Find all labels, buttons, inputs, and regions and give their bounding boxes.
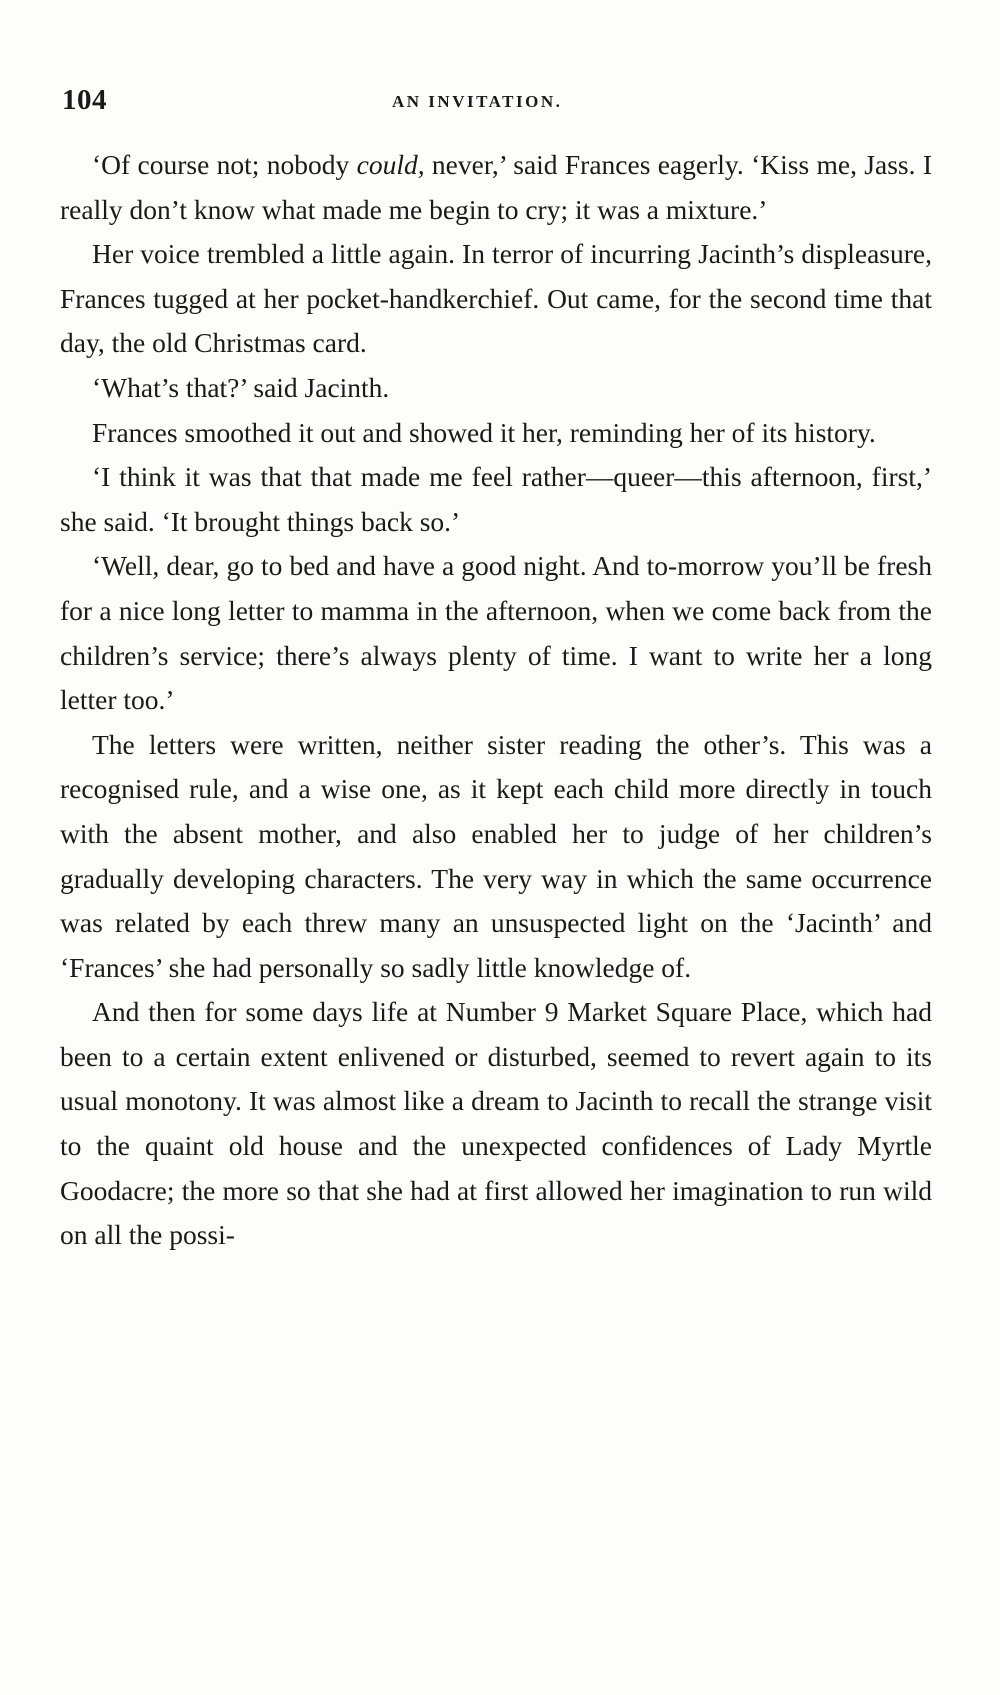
paragraph-3: ‘What’s that?’ said Jacinth. [92, 371, 390, 403]
paragraph-8: And then for some days life at Number 9 Market Square Place, which had been to a certain extent enlivened or disturbed, seemed to revert again to its usual monotony. It was almost like a dream to Jacinth to recall the strange visit to the quaint old house and the unexpected confidences of Lady Myrtle Goodacre; the more so that she had at first allowed her imagination to run wild on all the possi- [60, 996, 932, 1251]
paragraph-1 [60, 143, 932, 232]
running-title: AN INVITATION. [392, 92, 563, 111]
paragraph-6: ‘Well, dear, go to bed and have a good night. And to-morrow you’ll be fresh for a nice long letter to mamma in the afternoon, when we come back from the children’s service; there’s always plenty of time. I want to write her a long letter too.’ [60, 550, 932, 716]
paragraph-1-pre: ‘Of course not; nobody [92, 149, 357, 180]
paragraph-5: ‘I think it was that that made me feel rather—queer—this afternoon, first,’ she said. ‘It brought things back so.’ [60, 461, 932, 537]
paragraph-2: Her voice trembled a little again. In terror of incurring Jacinth’s displeasure, Frances tugged at her pocket-handkerchief. Out came, for the second time that day, the old Christmas card. [60, 238, 932, 359]
page-number: 104 [62, 84, 107, 116]
paragraph-4: Frances smoothed it out and showed it her, reminding her of its history. [92, 416, 876, 448]
paragraph-1-emphasis: could, [356, 149, 425, 180]
page-header [62, 80, 932, 130]
body-text [60, 143, 932, 1258]
paragraph-1-post: never,’ said Frances eagerly. ‘Kiss me, Jass. I really don’t know what made me begin to cry; it was a mixture.’ [60, 149, 932, 225]
paragraph-7: The letters were written, neither sister reading the other’s. This was a recognised rule, and a wise one, as it kept each child more directly in touch with the absent mother, and also enabled her to judge of her children’s gradually developing characters. The very way in which the same occurrence was related by each threw many an unsuspected light on the ‘Jacinth’ and ‘Frances’ she had personally so sadly little knowledge of. [60, 728, 932, 983]
